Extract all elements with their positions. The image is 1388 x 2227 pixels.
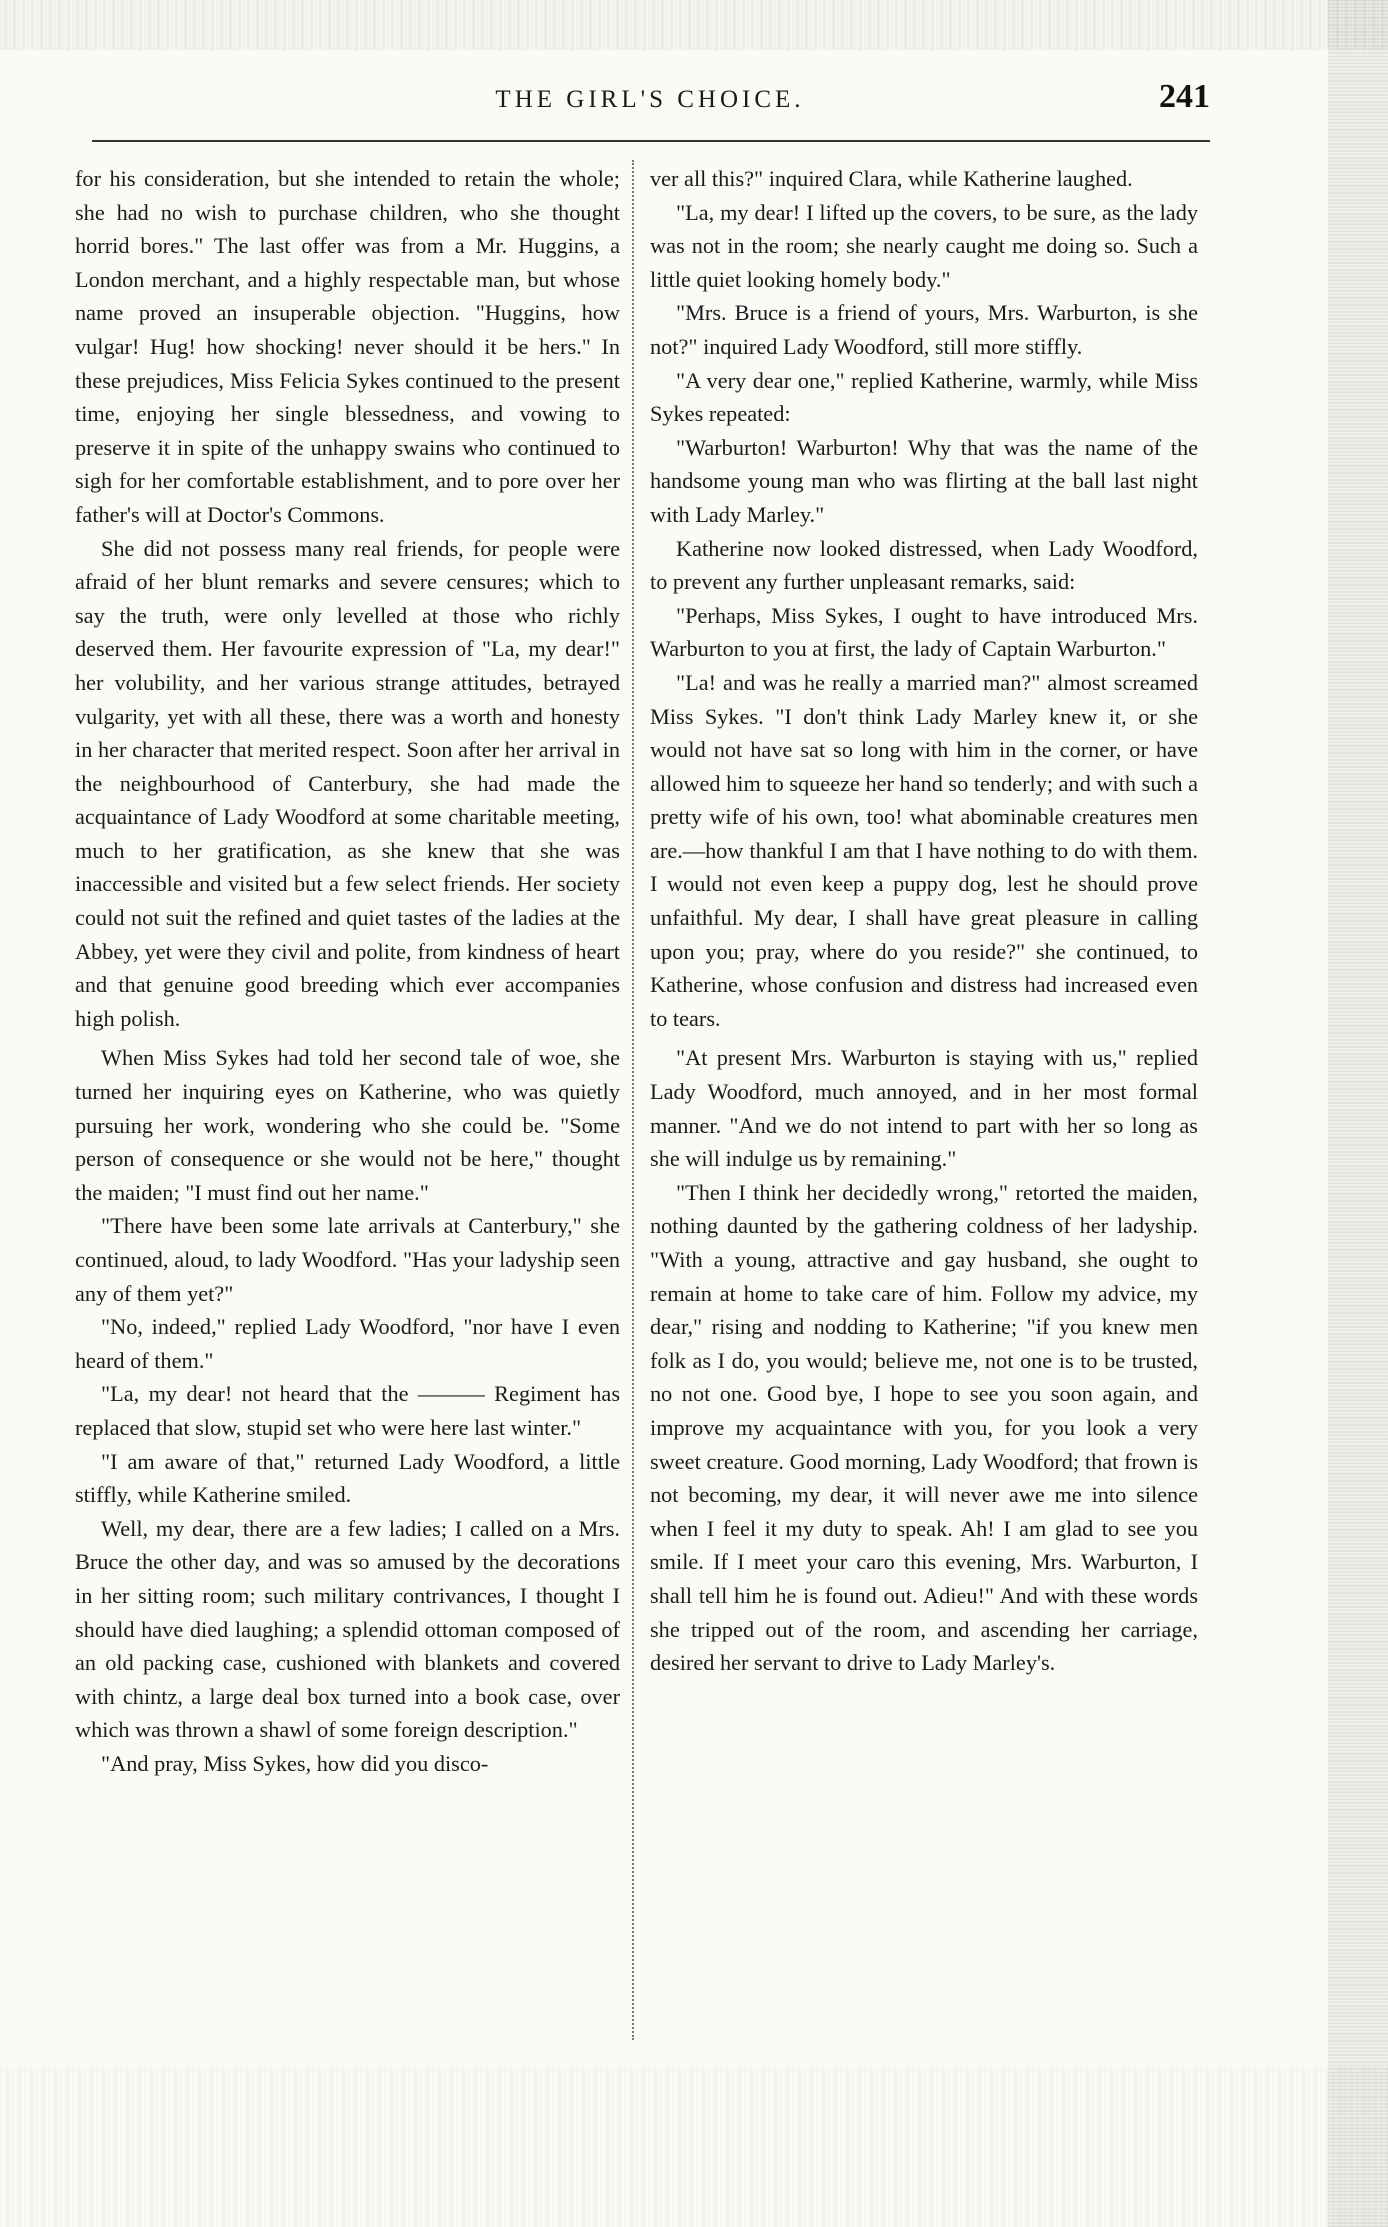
paragraph: Katherine now looked distressed, when Lady Woodford, to prevent any further unpleasant remarks, said: <box>650 535 1198 595</box>
paragraph: "No, indeed," replied Lady Woodford, "nor have I even heard of them." <box>75 1314 620 1373</box>
left-column <box>75 162 620 1781</box>
paragraph: "Warburton! Warburton! Why that was the name of the handsome young man who was flirting at the ball last night with Lady Marley." <box>650 434 1198 527</box>
paragraph: "And pray, Miss Sykes, how did you disco- <box>101 1750 489 1776</box>
paragraph: for his consideration, but she intended to retain the whole; she had no wish to purchase children, who she thought horrid bores." The last offer was from a Mr. Huggins, a London merchant, and a highly respectable man, but whose name proved an insuperable objection. "Huggins, how vulgar! Hug! how shocking! never should it be hers." In these prejudices, Miss Felicia Sykes continued to the present time, enjoying her single blessedness, and vowing to preserve it in spite of the unhappy swains who continued to sigh for her comfortable establishment, and to pore over her father's will at Doctor's Commons. <box>75 166 620 527</box>
paragraph: Well, my dear, there are a few ladies; I called on a Mrs. Bruce the other day, and was so amused by the decorations in her sitting room; such military contrivances, I thought I should have died laughing; a splendid ottoman composed of an old packing case, cushioned with blankets and covered with chintz, a large deal box turned into a book case, over which was thrown a shawl of some foreign description." <box>75 1515 620 1743</box>
page-number: 241 <box>1159 78 1210 115</box>
header-rule <box>92 140 1210 142</box>
page-header <box>90 78 1210 138</box>
scan-noise-bottom <box>0 2067 1388 2227</box>
paragraph: ver all this?" inquired Clara, while Katherine laughed. <box>650 166 1133 191</box>
paragraph: When Miss Sykes had told her second tale of woe, she turned her inquiring eyes on Katherine, who was quietly pursuing her work, wondering who she could be. "Some person of consequence or she would not be here," thought the maiden; "I must find out her name." <box>75 1045 620 1205</box>
scan-noise-right-edge <box>1328 0 1388 2227</box>
paragraph: "Mrs. Bruce is a friend of yours, Mrs. Warburton, is she not?" inquired Lady Woodford, still more stiffly. <box>650 300 1198 359</box>
paragraph: "There have been some late arrivals at Canterbury," she continued, aloud, to lady Woodford. "Has your ladyship seen any of them yet?" <box>75 1213 620 1306</box>
running-title: THE GIRL'S CHOICE. <box>495 86 805 113</box>
paragraph: "I am aware of that," returned Lady Woodford, a little stiffly, while Katherine smiled. <box>75 1448 620 1508</box>
paragraph: "Then I think her decidedly wrong," retorted the maiden, nothing daunted by the gathering coldness of her ladyship. "With a young, attractive and gay husband, she ought to remain at home to take care of him. Follow my advice, my dear," rising and nodding to Katherine; "if you knew men folk as I do, you would; believe me, not one is to be trusted, no not one. Good bye, I hope to see you soon again, and improve my acquaintance with you, for you look a very sweet creature. Good morning, Lady Woodford; that frown is not becoming, my dear, it will never awe me into silence when I feel it my duty to speak. Ah! I am glad to see you smile. If I meet your caro this evening, Mrs. Warburton, I shall tell him he is found out. Adieu!" And with these words she tripped out of the room, and ascending her carriage, desired her servant to drive to Lady Marley's. <box>650 1179 1198 1676</box>
paragraph: "Perhaps, Miss Sykes, I ought to have introduced Mrs. Warburton to you at first, the lady of Captain Warburton." <box>650 602 1198 662</box>
right-column <box>650 162 1198 1680</box>
paragraph: She did not possess many real friends, for people were afraid of her blunt remarks and severe censures; which to say the truth, were only levelled at those who richly deserved them. Her favourite expression of "La, my dear!" her volubility, and her various strange attitudes, betrayed vulgarity, yet with all these, there was a worth and honesty in her character that merited respect. Soon after her arrival in the neighbourhood of Canterbury, she had made the acquaintance of Lady Woodford at some charitable meeting, much to her gratification, as she knew that she was inaccessible and visited but a few select friends. Her society could not suit the refined and quiet tastes of the ladies at the Abbey, yet were they civil and polite, from kindness of heart and that genuine good breeding which ever accompanies high polish. <box>75 535 620 1031</box>
scan-noise-top <box>0 0 1388 50</box>
paragraph: "La, my dear! I lifted up the covers, to be sure, as the lady was not in the room; she nearly caught me doing so. Such a little quiet looking homely body." <box>650 199 1198 292</box>
paragraph: "At present Mrs. Warburton is staying with us," replied Lady Woodford, much annoyed, and in her most formal manner. "And we do not intend to part with her so long as she will indulge us by remaining." <box>650 1045 1198 1172</box>
column-divider <box>632 160 634 2040</box>
paragraph: "La! and was he really a married man?" almost screamed Miss Sykes. "I don't think Lady Marley knew it, or she would not have sat so long with him in the corner, or have allowed him to squeeze her hand so tenderly; and with such a pretty wife of his own, too! what abominable creatures men are.—how thankful I am that I have nothing to do with them. I would not even keep a puppy dog, lest he should prove unfaithful. My dear, I shall have great pleasure in calling upon you; pray, where do you reside?" she continued, to Katherine, whose confusion and distress had increased even to tears. <box>650 669 1198 1031</box>
paragraph: "A very dear one," replied Katherine, warmly, while Miss Sykes repeated: <box>650 367 1198 427</box>
paragraph: "La, my dear! not heard that the ——— Regiment has replaced that slow, stupid set who were here last winter." <box>75 1381 620 1440</box>
